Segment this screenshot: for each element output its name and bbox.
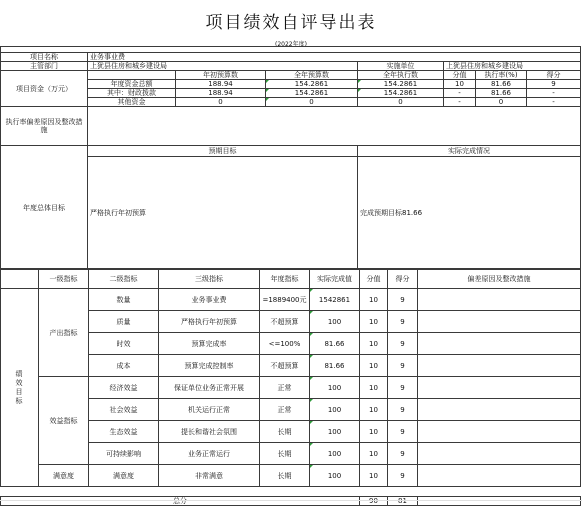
level2-indicator: 满意度 [89,465,159,487]
funds-header-blank [88,71,176,80]
score: 9 [388,377,418,399]
footer-area [0,498,582,516]
deviation-cell [418,399,581,421]
table-row [1,465,581,487]
actual-label: 实际完成情况 [358,146,581,157]
project-info-table [0,46,581,270]
funds-cell: 0 [358,98,444,107]
funds-cell: 188.94 [176,89,266,98]
actual-value: 81.66 [310,333,360,355]
actual-value: 100 [310,443,360,465]
score: 9 [388,443,418,465]
perf-header: 二级指标 [89,269,159,289]
score: 9 [388,289,418,311]
dept-label: 主管部门 [1,62,88,71]
annual-target: 长期 [260,443,310,465]
funds-cell: - [444,98,476,107]
perf-header: 实际完成值 [310,269,360,289]
performance-table [0,268,581,506]
impl-label: 实施单位 [358,62,444,71]
spacer-row [1,487,581,497]
score-value: 10 [360,465,388,487]
page-title: 项目绩效自评导出表 [205,13,377,33]
goal-label: 年度总体目标 [1,146,88,270]
level3-indicator: 机关运行正常 [159,399,260,421]
funds-cell: - [527,98,581,107]
funds-cell: 10 [444,80,476,89]
deviation-cell [418,443,581,465]
score-value: 10 [360,399,388,421]
deviation-cell [418,465,581,487]
perf-label: 绩 效 目 标 [1,289,39,487]
level3-indicator: 业务事业费 [159,289,260,311]
funds-row-name: 其中：财政拨款 [88,89,176,98]
actual-value: 100 [310,465,360,487]
deviation-label: 执行率偏差原因及整改措施 [1,107,88,146]
actual-value: 100 [310,311,360,333]
level2-indicator: 数量 [89,289,159,311]
funds-cell: - [444,89,476,98]
level3-indicator: 预算完成率 [159,333,260,355]
perf-header: 年度指标 [260,269,310,289]
perf-header-blank [1,269,39,289]
table-row [1,289,581,311]
actual-value: 100 [310,399,360,421]
total-label: 总分 [1,497,360,506]
actual-text: 完成预期目标81.66 [358,157,581,270]
total-score: 81 [388,497,418,506]
annual-target: 长期 [260,421,310,443]
dept-value: 上犹县住房和城乡建设局 [88,62,358,71]
deviation-cell [418,377,581,399]
funds-header: 执行率(%) [476,71,527,80]
funds-cell: 9 [527,80,581,89]
level3-indicator: 保证单位业务正常开展 [159,377,260,399]
level3-indicator: 预算完成控制率 [159,355,260,377]
expected-label: 预期目标 [88,146,358,157]
total-value: 90 [360,497,388,506]
perf-header: 分值 [360,269,388,289]
score: 9 [388,399,418,421]
funds-cell: 188.94 [176,80,266,89]
annual-target: =1889400元 [260,289,310,311]
expected-text: 严格执行年初预算 [88,157,358,270]
level2-indicator: 生态效益 [89,421,159,443]
funds-label: 项目资金（万元） [1,71,88,107]
level1-indicator: 效益指标 [39,377,89,465]
level2-indicator: 时效 [89,333,159,355]
score: 9 [388,465,418,487]
level2-indicator: 社会效益 [89,399,159,421]
annual-target: <=100% [260,333,310,355]
impl-value: 上犹县住房和城乡建设局 [444,62,581,71]
funds-header: 全年执行数 [358,71,444,80]
funds-cell: - [527,89,581,98]
level1-indicator: 满意度 [39,465,89,487]
divider [0,500,582,501]
project-name-label: 项目名称 [1,53,88,62]
level2-indicator: 成本 [89,355,159,377]
perf-header: 一级指标 [39,269,89,289]
score: 9 [388,421,418,443]
annual-target: 长期 [260,465,310,487]
level1-indicator: 产出指标 [39,289,89,377]
level2-indicator: 质量 [89,311,159,333]
funds-header: 全年预算数 [266,71,358,80]
score: 9 [388,311,418,333]
table-row [1,377,581,399]
deviation-cell [418,421,581,443]
deviation-cell [418,311,581,333]
deviation-cell [418,355,581,377]
score: 9 [388,333,418,355]
score-value: 10 [360,289,388,311]
perf-header: 偏差原因及整改措施 [418,269,581,289]
score-value: 10 [360,377,388,399]
funds-header: 分值 [444,71,476,80]
funds-header: 得分 [527,71,581,80]
deviation-cell [418,333,581,355]
deviation-value [88,107,581,146]
spacer-cell [1,487,581,497]
score-value: 10 [360,333,388,355]
score-value: 10 [360,421,388,443]
perf-header: 三级指标 [159,269,260,289]
actual-value: 100 [310,377,360,399]
actual-value: 100 [310,421,360,443]
funds-cell: 81.66 [476,89,527,98]
score-value: 10 [360,355,388,377]
funds-cell: 154.2861 [358,89,444,98]
funds-cell: 154.2861 [358,80,444,89]
level2-indicator: 可持续影响 [89,443,159,465]
perf-header-row [1,269,581,289]
funds-cell: 0 [476,98,527,107]
annual-target: 正常 [260,399,310,421]
score-value: 10 [360,443,388,465]
deviation-cell [418,289,581,311]
actual-value: 81.66 [310,355,360,377]
funds-row-name: 年度资金总额 [88,80,176,89]
funds-cell: 0 [266,98,358,107]
annual-target: 正常 [260,377,310,399]
annual-target: 不超预算 [260,355,310,377]
annual-target: 不超预算 [260,311,310,333]
level3-indicator: 非常满意 [159,465,260,487]
level3-indicator: 业务正常运行 [159,443,260,465]
year-label: (2022年度) [275,41,307,48]
level2-indicator: 经济效益 [89,377,159,399]
funds-header: 年初预算数 [176,71,266,80]
perf-header: 得分 [388,269,418,289]
actual-value: 1542861 [310,289,360,311]
project-name-value: 业务事业费 [88,53,581,62]
level3-indicator: 提长和谐社会氛围 [159,421,260,443]
level3-indicator: 严格执行年初预算 [159,311,260,333]
score-value: 10 [360,311,388,333]
funds-row-name: 其他资金 [88,98,176,107]
funds-cell: 154.2861 [266,80,358,89]
funds-cell: 81.66 [476,80,527,89]
score: 9 [388,355,418,377]
funds-cell: 0 [176,98,266,107]
funds-cell: 154.2861 [266,89,358,98]
